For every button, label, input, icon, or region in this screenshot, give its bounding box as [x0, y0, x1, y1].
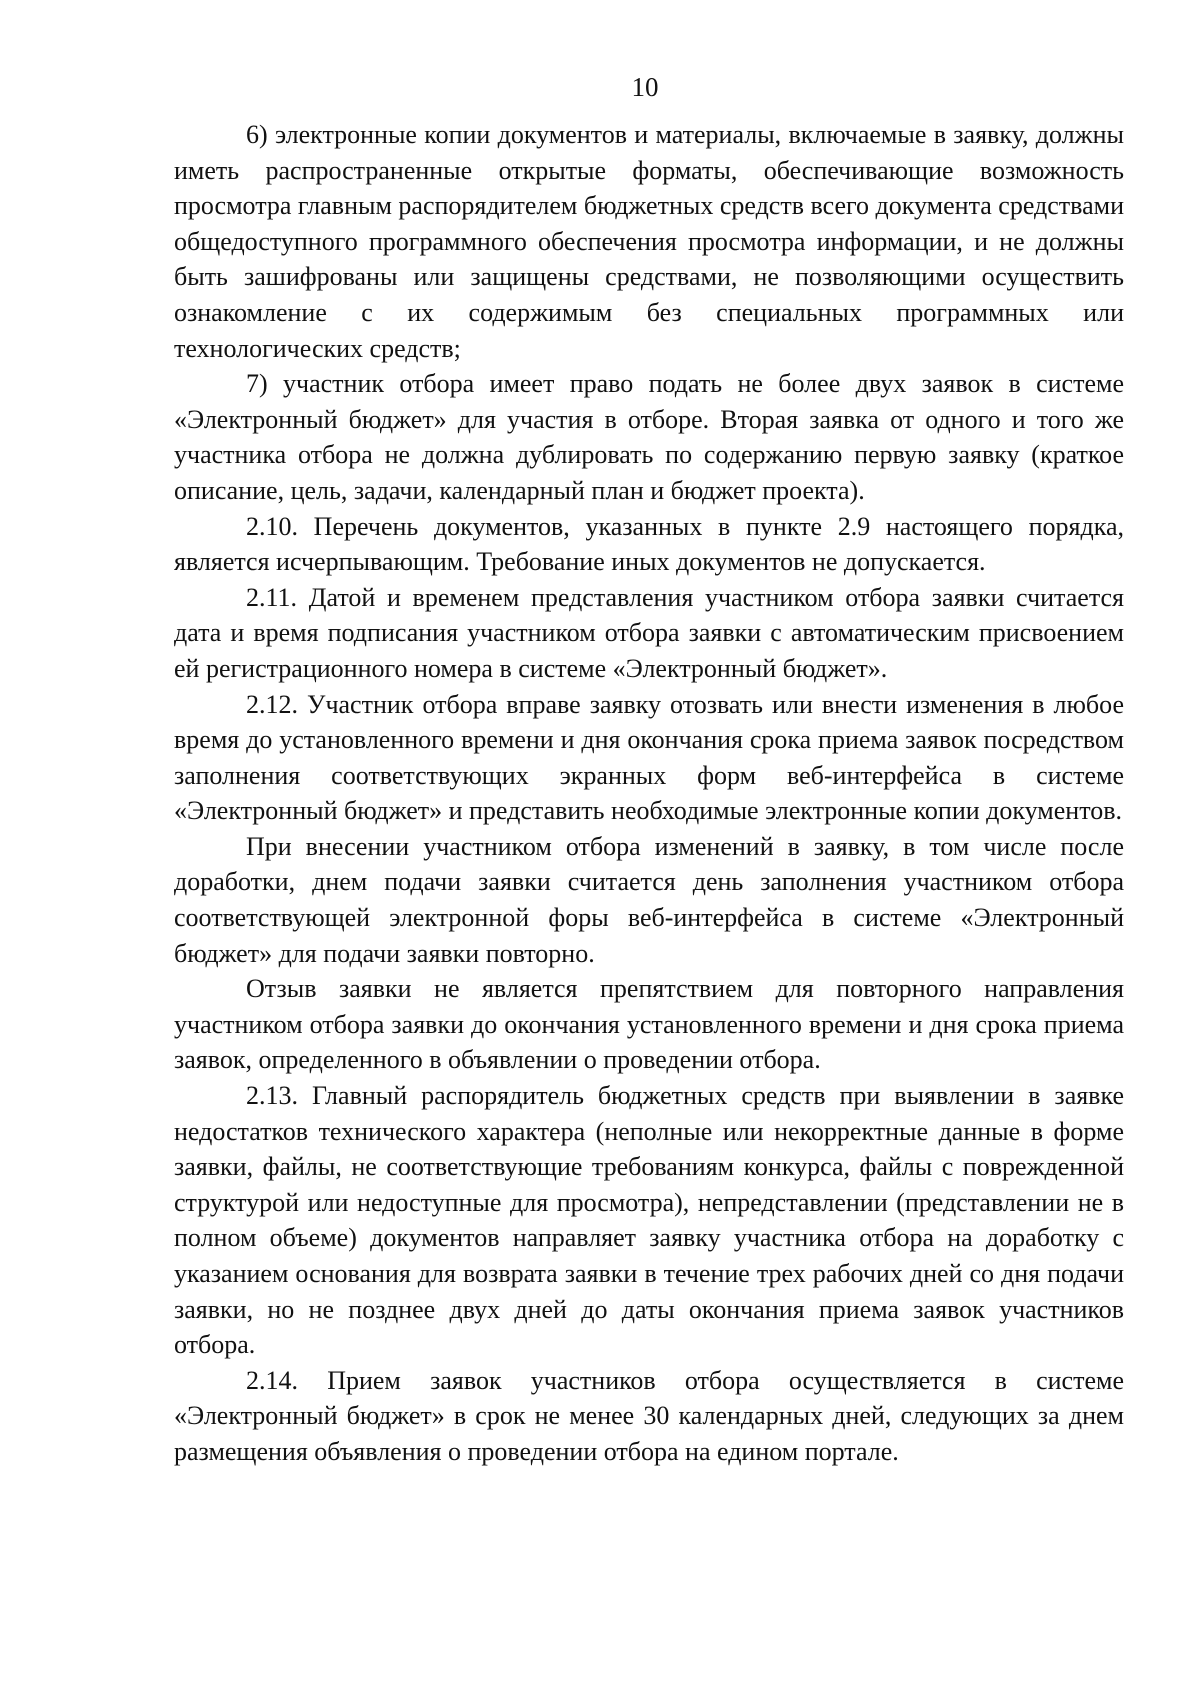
paragraph-item-7: 7) участник отбора имеет право подать не более двух заявок в системе «Электронный бюджет» для участия в отборе. Вторая заявка от одного и того же участника отбора не должна дублировать по содержанию первую заявку (краткое описание, цель, задачи, календарный план и бюджет проекта). — [174, 369, 1124, 505]
paragraph-2-14: 2.14. Прием заявок участников отбора осуществляется в системе «Электронный бюджет» в срок не менее 30 календарных дней, следующих за днем размещения объявления о проведении отбора на едином портале. — [174, 1365, 1124, 1466]
paragraph-item-6: 6) электронные копии документов и материалы, включаемые в заявку, должны иметь распространенные открытые форматы, обеспечивающие возможность просмотра главным распорядителем бюджетных средств всего документа средствами общедоступного программного обеспечения просмотра информации, и не должны быть зашифрованы или защищены средствами, не позволяющими осуществить ознакомление с их содержимым без специальных программных или технологических средств; — [174, 120, 1125, 363]
paragraph-2-11: 2.11. Датой и временем представления участником отбора заявки считается дата и время подписания участником отбора заявки с автоматическим присвоением ей регистрационного номера в системе «Электронный бюджет». — [174, 582, 1124, 683]
paragraph-2-12: 2.12. Участник отбора вправе заявку отозвать или внести изменения в любое время до установленного времени и дня окончания срока приема заявок посредством заполнения соответствующих экранных форм веб-интерфейса в системе «Электронный бюджет» и представить необходимые электронные копии документов. — [174, 689, 1124, 826]
paragraph-changes-submission: При внесении участником отбора изменений в заявку, в том числе после доработки, днем подачи заявки считается день заполнения участником отбора соответствующей электронной форы веб-интерфейса в системе «Электронный бюджет» для подачи заявки повторно. — [174, 831, 1124, 968]
paragraph-2-13: 2.13. Главный распорядитель бюджетных средств при выявлении в заявке недостатков технического характера (неполные или некорректные данные в форме заявки, файлы, не соответствующие требованиям конкурса, файлы с поврежденной структурой или недоступные для просмотра), непредставлении (представлении не в полном объеме) документов направляет заявку участника отбора на доработку с указанием основания для возврата заявки в течение трех рабочих дней со дня подачи заявки, но не позднее двух дней до даты окончания приема заявок участников отбора. — [174, 1081, 1124, 1360]
page-number: 10 — [631, 72, 659, 102]
paragraph-withdrawal: Отзыв заявки не является препятствием для повторного направления участником отбора заявки до окончания установленного времени и дня срока приема заявок, определенного в объявлении о проведении отбора. — [174, 974, 1124, 1075]
paragraph-2-10: 2.10. Перечень документов, указанных в пункте 2.9 настоящего порядка, является исчерпывающим. Требование иных документов не допускается. — [174, 511, 1124, 577]
document-body — [174, 117, 1124, 1470]
